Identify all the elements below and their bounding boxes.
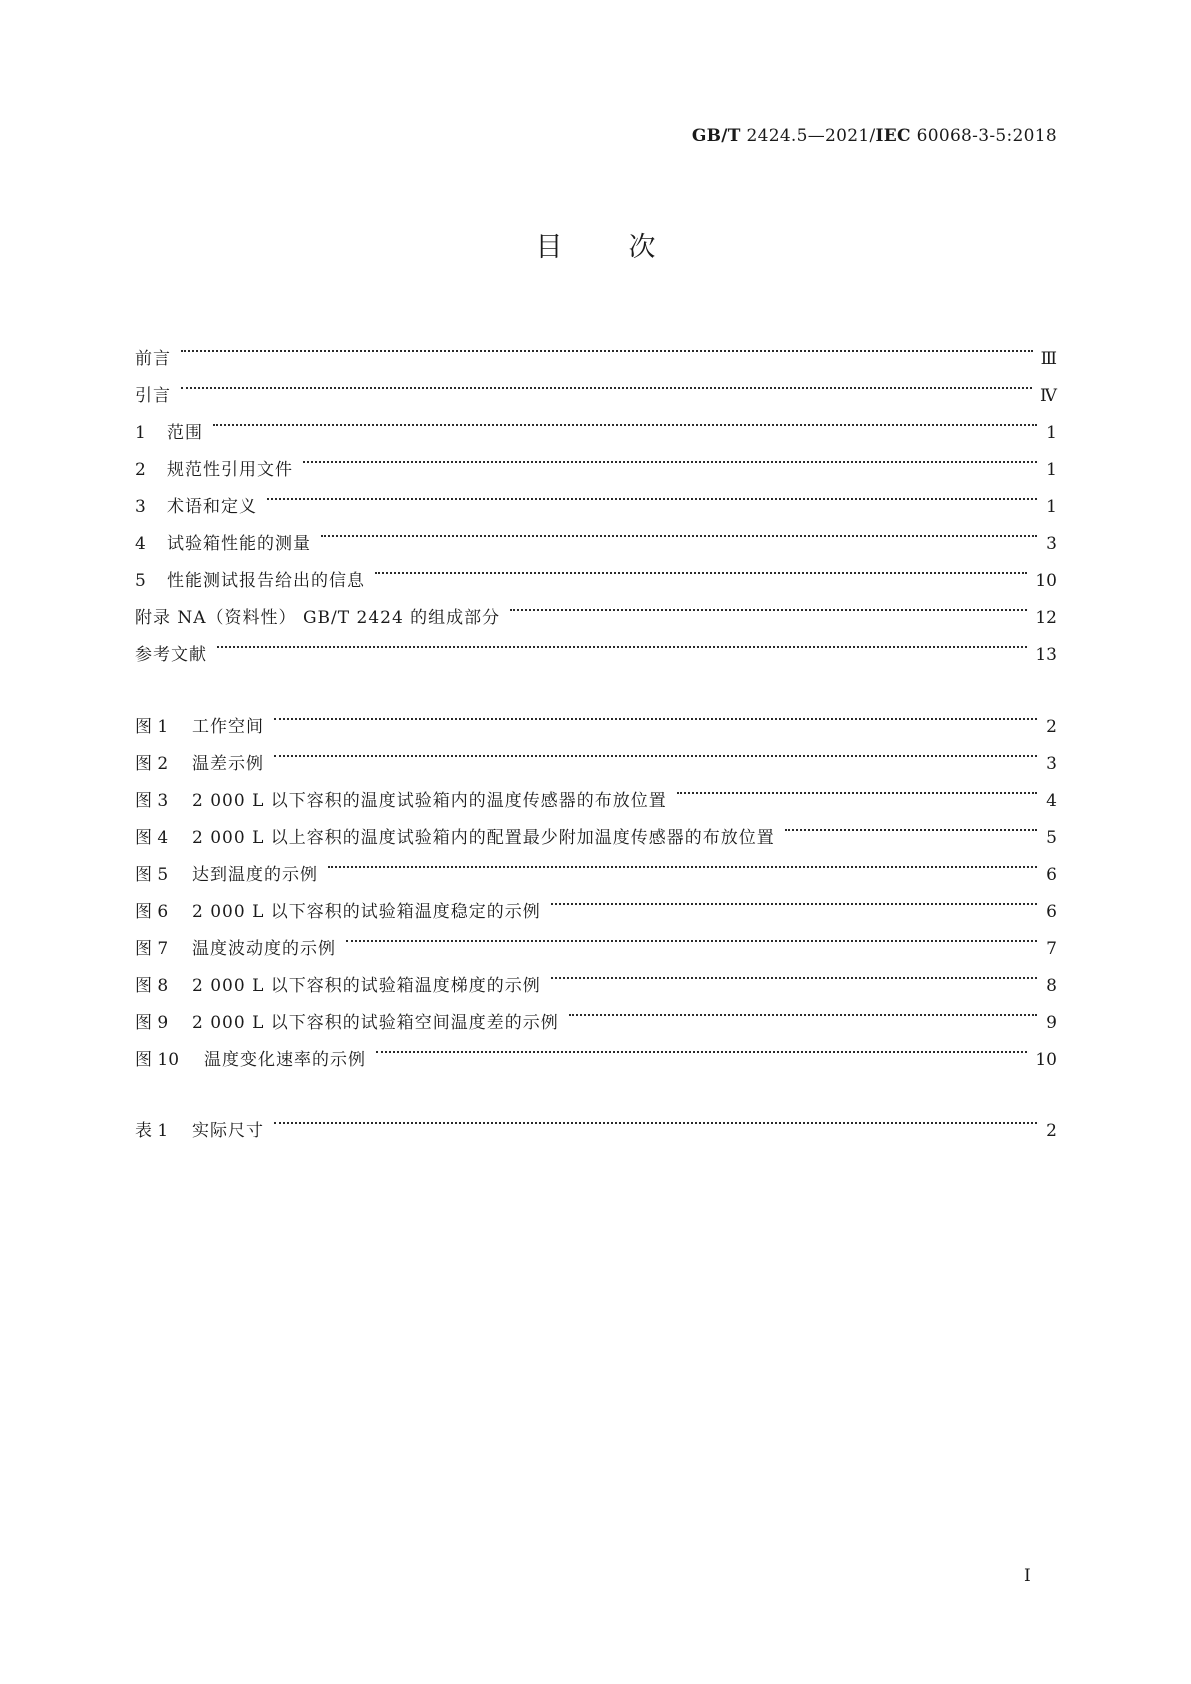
- dot-leader: [375, 549, 1027, 586]
- page-title-part1: 目: [535, 232, 563, 263]
- toc-figures-list: [135, 695, 1057, 1070]
- iec-number: 60068-3-5:2018: [910, 126, 1057, 146]
- toc-entry-page: 1: [1046, 497, 1057, 517]
- figure-number: 图 6: [135, 902, 169, 922]
- toc-entry-page: Ⅲ: [1040, 349, 1057, 369]
- toc-entry-bibliography[interactable]: [135, 623, 1057, 665]
- figure-page: 3: [1046, 754, 1057, 774]
- toc-entry-page: 1: [1046, 423, 1057, 443]
- toc-entry-scope[interactable]: [135, 401, 1057, 443]
- dot-leader: [267, 475, 1037, 512]
- toc-tables-list: [135, 1099, 1057, 1141]
- dot-leader: [677, 769, 1037, 806]
- toc-entry-page: 12: [1035, 608, 1057, 628]
- figure-number: 图 1: [135, 717, 169, 737]
- toc-entry-label: 范围: [167, 423, 203, 443]
- table-page: 2: [1046, 1121, 1057, 1141]
- toc-entry-number: 4: [135, 534, 146, 554]
- figure-label: 工作空间: [192, 717, 264, 737]
- toc-entry-page: 10: [1035, 571, 1057, 591]
- dot-leader: [181, 364, 1032, 401]
- toc-entry-label: 规范性引用文件: [167, 460, 293, 480]
- figure-number: 图 9: [135, 1013, 169, 1033]
- toc-entry-terms-definitions[interactable]: [135, 475, 1057, 517]
- dot-leader: [321, 512, 1037, 549]
- dot-leader: [274, 1099, 1037, 1136]
- toc-entry-number: 2: [135, 460, 146, 480]
- dot-leader: [510, 586, 1027, 623]
- figure-label: 达到温度的示例: [192, 865, 318, 885]
- dot-leader: [274, 732, 1037, 769]
- dot-leader: [376, 1028, 1027, 1065]
- toc-entry-label: 试验箱性能的测量: [167, 534, 311, 554]
- standard-designation: [692, 126, 1057, 146]
- figure-page: 5: [1046, 828, 1057, 848]
- figure-number: 图 3: [135, 791, 169, 811]
- dot-leader: [328, 843, 1037, 880]
- dot-leader: [217, 623, 1027, 660]
- page-title-part2: 次: [628, 232, 656, 263]
- toc-entry-page: 3: [1046, 534, 1057, 554]
- figure-page: 6: [1046, 902, 1057, 922]
- toc-entry-label: 前言: [135, 349, 171, 369]
- toc-entry-page: Ⅳ: [1040, 386, 1057, 406]
- figure-page: 6: [1046, 865, 1057, 885]
- dot-leader: [551, 880, 1037, 917]
- dot-leader: [181, 327, 1033, 364]
- toc-entry-chamber-performance[interactable]: [135, 512, 1057, 554]
- figure-label: 2 000 L 以下容积的温度试验箱内的温度传感器的布放位置: [192, 791, 667, 811]
- iec-prefix: IEC: [875, 126, 911, 146]
- figure-page: 4: [1046, 791, 1057, 811]
- figure-page: 10: [1035, 1050, 1057, 1070]
- figure-label: 温度波动度的示例: [192, 939, 336, 959]
- dot-leader: [274, 695, 1037, 732]
- figure-number: 图 8: [135, 976, 169, 996]
- figure-label: 温差示例: [192, 754, 264, 774]
- toc-entry-label: 参考文献: [135, 645, 207, 665]
- toc-entry-number: 5: [135, 571, 146, 591]
- figure-label: 温度变化速率的示例: [204, 1050, 366, 1070]
- standard-prefix: GB/T: [691, 126, 741, 146]
- toc-figure-entry[interactable]: [135, 695, 1057, 737]
- figure-number: 图 7: [135, 939, 169, 959]
- figure-label: 2 000 L 以下容积的试验箱温度梯度的示例: [192, 976, 541, 996]
- table-number: 表 1: [135, 1121, 169, 1141]
- table-label: 实际尺寸: [192, 1121, 264, 1141]
- figure-page: 2: [1046, 717, 1057, 737]
- figure-label: 2 000 L 以上容积的温度试验箱内的配置最少附加温度传感器的布放位置: [192, 828, 775, 848]
- toc-entry-label: 引言: [135, 386, 171, 406]
- dot-leader: [346, 917, 1037, 954]
- toc-main-list: [135, 327, 1057, 665]
- toc-entry-page: 1: [1046, 460, 1057, 480]
- figure-page: 8: [1046, 976, 1057, 996]
- page-number: I: [1024, 1566, 1031, 1586]
- figure-label: 2 000 L 以下容积的试验箱温度稳定的示例: [192, 902, 541, 922]
- toc-table-entry[interactable]: [135, 1099, 1057, 1141]
- toc-entry-normative-references[interactable]: [135, 438, 1057, 480]
- dot-leader: [213, 401, 1037, 438]
- dot-leader: [785, 806, 1037, 843]
- figure-number: 图 5: [135, 865, 169, 885]
- toc-entry-label: 附录 NA（资料性） GB/T 2424 的组成部分: [135, 608, 501, 628]
- figure-page: 9: [1046, 1013, 1057, 1033]
- toc-entry-number: 1: [135, 423, 146, 443]
- toc-entry-foreword[interactable]: [135, 327, 1057, 369]
- dot-leader: [551, 954, 1037, 991]
- toc-figure-entry[interactable]: [135, 769, 1057, 811]
- figure-number: 图 10: [135, 1050, 180, 1070]
- toc-entry-label: 术语和定义: [167, 497, 257, 517]
- page-title: [0, 225, 1191, 264]
- figure-number: 图 4: [135, 828, 169, 848]
- toc-entry-number: 3: [135, 497, 146, 517]
- toc-entry-page: 13: [1035, 645, 1057, 665]
- figure-page: 7: [1046, 939, 1057, 959]
- standard-number: 2424.5—2021/: [740, 126, 876, 146]
- figure-label: 2 000 L 以下容积的试验箱空间温度差的示例: [192, 1013, 559, 1033]
- toc-entry-label: 性能测试报告给出的信息: [167, 571, 365, 591]
- toc-figure-entry[interactable]: [135, 732, 1057, 774]
- dot-leader: [303, 438, 1037, 475]
- dot-leader: [569, 991, 1037, 1028]
- toc-entry-introduction[interactable]: [135, 364, 1057, 406]
- figure-number: 图 2: [135, 754, 169, 774]
